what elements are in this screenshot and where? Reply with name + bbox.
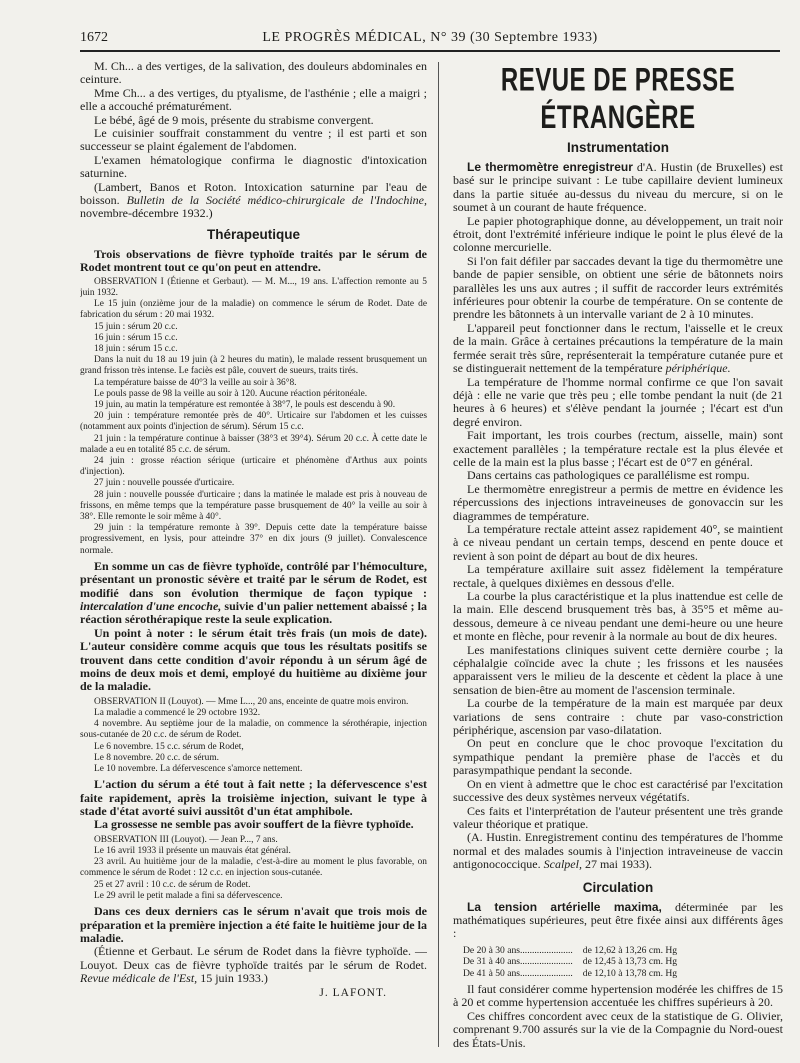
citation-text: (A. Hustin. Enregistrement continu des températures de l'homme normal et des malades soumis à l'injection intraveineuse de vaccin antigonococcique.	[453, 830, 783, 872]
circ-paragraph	[453, 901, 783, 941]
summary-paragraph	[80, 560, 427, 627]
citation-etienne	[80, 945, 427, 985]
citation-text: (Lambert, Banos et Roton. Intoxication saturnine par l'eau de boisson.	[80, 179, 427, 208]
observation-line: 28 juin : nouvelle poussée d'urticaire ; dans la matinée le malade est pris à nouveau de frissons, en même temps que la température passe brusquement de 40° la veille au soir à 38°. Elle remonte le soir même à 40°.	[80, 489, 427, 522]
summary-paragraph: Un point à noter : le sérum était très frais (un mois de date). L'auteur considère comme acquis que tous les résultats positifs se trouvent dans cette condition d'avoir répondu à un sérum âgé de moins de deux mois et demi, employé du huitième au dixième jour de la maladie.	[80, 625, 427, 694]
left-column	[80, 60, 427, 1050]
citation-date: novembre-décembre 1932.)	[80, 206, 213, 221]
case-paragraph: Le bébé, âgé de 9 mois, présente du strabisme convergent.	[94, 112, 374, 127]
citation-hustin	[453, 831, 783, 871]
instr-paragraph: Si l'on fait défiler par saccades devant la tige du thermomètre une bande de papier sensible, on obtient une série de bâtonnets noirs parallèles les uns aux autres ; il suffit de raccorder leurs extrémités inférieures pour obtenir la courbe de température. On se contente de prendre les bâtonnets à un intervalle variant de 2 à 10 minutes.	[453, 253, 783, 322]
observation-line: 24 juin : grosse réaction sérique (urticaire et phénomène d'Arthus aux points d'injection).	[80, 455, 427, 478]
observation-line: Le 15 juin (onzième jour de la maladie) on commence le sérum de Rodet. Date de fabrication du sérum : 20 mai 1932.	[80, 299, 427, 321]
age-cell: De 41 à 50 ans......................	[463, 967, 573, 979]
circ-paragraph: Ces chiffres concordent avec ceux de la statistique de G. Olivier, comprenant 9.700 assurés sur la vie de la Compagnie du Nord-ouest des États-Unis.	[453, 1008, 783, 1050]
observation-2	[80, 697, 427, 775]
instr-paragraph: On en vient à admettre que le choc est caractérisé par l'excitation successive des deux systèmes nerveux végétatifs.	[453, 776, 783, 805]
observation-line: Le 10 novembre. La défervescence s'amorce nettement.	[94, 764, 303, 775]
observation-line: 15 juin : sérum 20 c.c.	[94, 321, 178, 332]
instr-paragraph: Fait important, les trois courbes (rectum, aisselle, main) sont exactement parallèles ; la température rectale est la plus élevée et celle de la main est la plus basse ; l'écart est de 0°7 en général.	[453, 428, 783, 469]
summary-text: suivie d'un palier nettement abaissé ; la réaction sérothérapique reste la seule explication.	[80, 598, 427, 627]
table-row	[463, 968, 677, 979]
instr-paragraph	[453, 161, 783, 215]
observation-3	[80, 835, 427, 902]
page-header	[80, 30, 780, 50]
case-paragraph: Mme Ch... a des vertiges, du ptyalisme, de l'asthénie ; elle a maigri ; elle a accouché prématurément.	[80, 85, 427, 114]
right-column	[453, 60, 783, 1050]
summary-paragraph: La grossesse ne semble pas avoir souffert de la fièvre typhoïde.	[94, 817, 414, 832]
instr-paragraph: Le papier photographique donne, au développement, un trait noir étroit, dont l'extrémité inférieure indique le point le plus élevé de la colonne mercurielle.	[453, 213, 783, 255]
section-heading-instrumentation: Instrumentation	[566, 140, 669, 155]
circ-paragraph: Il faut considérer comme hypertension modérée les chiffres de 15 à 20 et comme hypertension accentuée les chiffres supérieurs à 20.	[453, 981, 783, 1010]
observation-line: 29 juin : la température remonte à 39°. Depuis cette date la température baisse progressivement, en lysis, pour atteindre 37° en dix jours (9 juillet). Convalescence normale.	[80, 523, 427, 556]
observation-line: Le 8 novembre. 20 c.c. de sérum.	[94, 752, 219, 763]
observation-1	[80, 277, 427, 557]
observation-line: 21 juin : la température continue à baisser (38°3 et 39°4). Sérum 20 c.c. À cette date le malade a eu en totalité 85 c.c. de sérum.	[80, 433, 427, 455]
summary-text: En somme un cas de fièvre typhoïde, contrôlé par l'hémoculture, présentant un pronostic sévère et traité par le sérum de Rodet, est modifié dans son évolution thermique de façon typique :	[80, 558, 427, 600]
case-paragraph: L'examen hématologique confirma le diagnostic d'intoxication saturnine.	[80, 152, 427, 181]
observation-line: 27 juin : nouvelle poussée d'urticaire.	[94, 478, 235, 489]
age-cell: De 31 à 40 ans......................	[463, 956, 573, 968]
observation-line: Le 16 avril 1933 il présente un mauvais état général.	[94, 846, 291, 857]
observation-line: Le 6 novembre. 15 c.c. sérum de Rodet,	[94, 741, 244, 752]
value-cell: de 12,62 à 13,26 cm. Hg	[582, 944, 678, 956]
observation-line: 16 juin : sérum 15 c.c.	[94, 332, 178, 343]
observation-line: 25 et 27 avril : 10 c.c. de sérum de Rodet.	[94, 879, 251, 890]
observation-line: Dans la nuit du 18 au 19 juin (à 2 heures du matin), le malade ressent brusquement un grand frisson très intense. Le faciès est pâle, couvert de sueurs, traits tirés.	[80, 355, 427, 377]
value-cell: de 12,45 à 13,73 cm. Hg	[582, 956, 678, 968]
observation-line: La température baisse de 40°3 la veille au soir à 36°8.	[94, 377, 297, 388]
paragraph-text: L'appareil peut fonctionner dans le rectum, l'aisselle et le creux de la main. Grâce à certaines précautions la température de la main fermée serait très sûre, représenterait la température cutanée pure et se distinguerait nettement de la température	[453, 320, 783, 376]
article-title: La tension artérielle maxima,	[467, 899, 662, 914]
summary-italic: intercalation d'une encoche,	[80, 598, 222, 613]
observation-line: 4 novembre. Au septième jour de la maladie, on commence la sérothérapie, injection sous-cutanée de 20 c.c. de sérum de Rodet.	[80, 719, 427, 741]
observation-line: OBSERVATION III (Louyot). — Jean P..., 7 ans.	[94, 834, 278, 845]
instr-paragraph: La courbe de la température de la main est marquée par deux variations de sens contraire : chute par vaso-constriction périphérique, ascension par vaso-dilatation.	[453, 696, 783, 738]
observation-line: OBSERVATION I (Étienne et Gerbaut). — M. M..., 19 ans. L'affection remonte au 5 juin 1932.	[80, 276, 427, 298]
observation-line: 20 juin : température remontée près de 40°. Urticaire sur l'abdomen et les cuisses (notamment aux points d'injection de sérum). Sérum 15 c.c.	[80, 411, 427, 433]
instr-paragraph: La courbe la plus caractéristique et la plus inattendue est celle de la main. Elle descend brusquement très bas, à 35°5 et même au-dessous, demeure à ce niveau pendant une demi-heure ou une heure et monte en flèche, pour revenir à la normale au bout de dix heures.	[453, 589, 783, 644]
citation-journal: Bulletin de la Société médico-chirurgicale de l'Indochine,	[126, 193, 427, 208]
section-heading-therapeutique: Thérapeutique	[206, 226, 300, 242]
column-divider	[438, 62, 439, 1047]
observation-line: La maladie a commencé le 29 octobre 1932.	[94, 708, 261, 719]
value-cell: de 12,10 à 13,78 cm. Hg	[582, 967, 678, 979]
page-number: 1672	[80, 30, 108, 45]
observation-line: Le 29 avril le petit malade a fini sa défervescence.	[94, 890, 283, 901]
citation-journal: Revue médicale de l'Est,	[80, 971, 198, 986]
instr-paragraph: La température axillaire suit assez fidèlement la température rectale, à quelques dixièmes en dessous d'elle.	[453, 562, 783, 590]
table-row	[463, 945, 677, 956]
case-paragraph: Le cuisinier souffrait constamment du ventre ; il est parti et son successeur se plaint également de l'abdomen.	[80, 126, 427, 154]
article-title: Trois observations de fièvre typhoïde traités par le sérum de Rodet montrent tout ce qu'on peut en attendre.	[80, 246, 427, 275]
section-banner: REVUE DE PRESSE ÉTRANGÈRE	[500, 62, 736, 137]
author-signature: J. LAFONT.	[319, 986, 387, 999]
table-row	[463, 956, 677, 967]
running-title: LE PROGRÈS MÉDICAL, N° 39 (30 Septembre 1933)	[262, 30, 598, 45]
paragraph-text: d'A. Hustin (de Bruxelles) est basé sur le principe suivant : Le tube capillaire devient lumineux dans la partie située au-dessus du niveau du mercure, si on le soumet à un courant de haute fréquence.	[453, 160, 783, 215]
observation-line: OBSERVATION II (Louyot). — Mme L..., 20 ans, enceinte de quatre mois environ.	[94, 696, 409, 707]
section-heading-circulation: Circulation	[582, 879, 654, 895]
instr-paragraph: Les manifestations cliniques suivent cette dernière courbe ; la céphalalgie coïncide avec la chute ; les frissons et les nausées apparaissent vers le milieu de la descente et cèdent la place à une sensation de bien-être au moment de l'ascension terminale.	[453, 642, 783, 697]
instr-paragraph: La température rectale atteint assez rapidement 40°, se maintient à ce niveau pendant un certain temps, descend en pente douce et revient à son point de départ au bout de dix heures.	[453, 521, 783, 563]
observation-line: 19 juin, au matin la température est remontée à 38°7, le pouls est descendu à 90.	[94, 399, 396, 410]
instr-paragraph	[453, 322, 783, 376]
blood-pressure-table	[463, 945, 677, 979]
paragraph-text: déterminée par les mathématiques supérieures, peut être fixée ainsi aux différents âges :	[453, 899, 783, 941]
age-cell: De 20 à 30 ans......................	[463, 944, 573, 956]
summary-paragraph: Dans ces deux derniers cas le sérum n'avait que trois mois de préparation et la première injection a été faite le huitième jour de la maladie.	[80, 904, 427, 945]
summary-paragraph: L'action du sérum a été tout à fait nette ; la défervescence s'est faite rapidement, après la troisième injection, suivant le type à stade d'état avorté suivi aussitôt d'un état amphibole.	[80, 777, 427, 819]
instr-paragraph: Dans certains cas pathologiques ce parallélisme est rompu.	[467, 468, 750, 483]
citation-text: (Étienne et Gerbaut. Le sérum de Rodet dans la fièvre typhoïde. — Louyot. Deux cas de fièvre typhoïde traités par le sérum de Rodet.	[80, 944, 427, 972]
article-title: Le thermomètre enregistreur	[467, 160, 633, 174]
citation-date: 15 juin 1933.)	[200, 971, 268, 986]
instr-paragraph: Ces faits et l'interprétation de l'auteur présentent une très grande valeur théorique et pratique.	[453, 803, 783, 831]
observation-line: 18 juin : sérum 15 c.c.	[94, 343, 178, 354]
instr-paragraph: On peut en conclure que le choc provoque l'excitation du sympathique pendant la première phase de l'accès et du parasympathique pendant la seconde.	[453, 736, 783, 778]
case-paragraph: M. Ch... a des vertiges, de la salivation, des douleurs abdominales en ceinture.	[80, 60, 427, 87]
observation-line: 23 avril. Au huitième jour de la maladie, c'est-à-dire au moment le plus favorable, on commence le sérum de Rodet : 12 c.c. en injection sous-cutanée.	[80, 857, 427, 879]
header-rule	[80, 50, 780, 52]
citation-date: 27 mai 1933).	[584, 857, 652, 872]
instr-paragraph: Le thermomètre enregistreur a permis de mettre en évidence les répercussions des injections intraveineuses de gonovaccin sur les diagrammes de température.	[453, 481, 783, 523]
citation-journal: Scalpel,	[543, 857, 582, 872]
citation-lambert	[80, 181, 427, 221]
instr-paragraph: La température de l'homme normal confirme ce que l'on savait déjà : elle ne varie que très peu ; elle tombe pendant la nuit (de 21 heures à 6 heures) et s'élève pendant la journée ; l'écart est d'un degré environ.	[453, 374, 783, 429]
paragraph-italic: périphérique.	[665, 361, 731, 376]
observation-line: Le pouls passe de 98 la veille au soir à 120. Aucune réaction péritonéale.	[94, 388, 368, 399]
